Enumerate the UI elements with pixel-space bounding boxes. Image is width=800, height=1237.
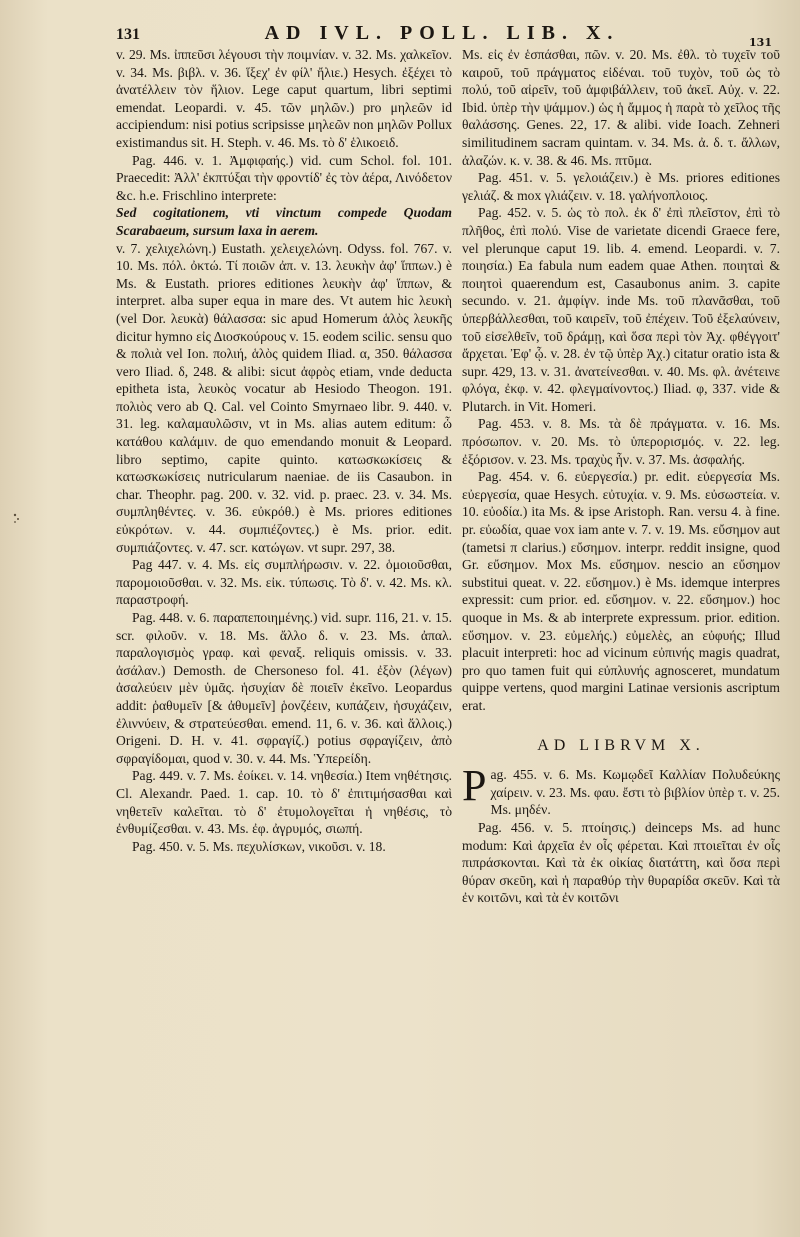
left-paragraph: Pag. 448. v. 6. παραπεποιημένης.) vid. supr. 116, 21. v. 15. scr. φιλοῦν. v. 18. Ms. ἄλλο δ. v. 23. Ms. ἀπαλ. παραλογισμὸς γραφ. καὶ φεναξ. reliquis omissis. v. 33. ἀσάλαν.) Demosth. de Chersoneso fol. 41. ἐξὸν (λέγων) ἀσαλεύειν μὲν ὑμᾶς. ἡσυχίαν δὲ ποιεῖν ἐκεῖνο. Leopardus addit: ῥαθυμεῖν [& ἀθυμεῖν] ῥονζέειν, κυπάζειν, ἡσυχάζειν, ἐλιννύειν, & στρατεύεσθαι. emend. 11, 6. v. 36. καὶ ἄλλοις.) Origeni. D. H. v. 41. σφραγίζ.) potius σφραγίζειν, ἀπὸ σφραγίδομαι, quod v. 30. v. 44. Ms. Ὑπερείδη. [116,610,452,766]
left-paragraph: Pag. 446. v. 1. Ἀμφιφαής.) vid. cum Schol. fol. 101. Praecedit: Ἀλλ' ἐκπτύξαι τὴν φροντίδ' ἐς τὸν ἀέρα, Λινόδετον &c. h.e. Frischlino interprete: [116,152,452,203]
right-column [462,46,780,907]
right-paragraph [462,761,780,819]
right-paragraph: Pag. 452. v. 5. ὡς τὸ πολ. ἐκ δ' ἐπὶ πλεῖστον, ἐπὶ τὸ πλῆθος, ἐπὶ πολύ. Vise de varietate dicendi Graece fere, vel plerunque caput 19. lib. 4. emend. Leopardi. v. 7. ποιησία.) Ea fabula num eadem quae Athen. ποιηταὶ & ποιητοὶ quaerendum est, Casaubonus anim. 3. capite secundo. v. 21. ἀμφίγν. inde Ms. τοῦ πλανᾶσθαι, τοῦ ὑπερβάλλεσθαι, τοῦ καιρεῖν, τοῦ ἐπέχειν. Τοῦ ἐξελαύνειν, τοῦ εἰσελθεῖν, τοῦ δράμῃ, καὶ ὅσα περὶ τὸν Ἀχ. φθέγγοιτ' ἄρχεται. Ἐφ' ᾧ. v. 28. ἐν τῷ ὑπὲρ Ἀχ.) citatur oratio ista & supr. 429, 13. v. 31. ἀνατείνεσθαι. v. 40. Ms. φλ. ἀνέτεινε φλόγα, ἐκφ. v. 42. φλεγμαίνοντος.) Iliad. φ, 337. vide & Plutarch. in Vit. Homeri. [462,205,780,414]
verse-quotation: Sed cogitationem, vti vinctum compede Quodam Scarabaeum, sursum laxa in aerem. [116,205,452,238]
running-title: AD IVL. POLL. LIB. X. [264,22,620,44]
left-paragraph: Pag 447. v. 4. Ms. εἰς συμπλήρωσιν. v. 22. ὁμοιοῦσθαι, παρομοιοῦσθαι. v. 32. Ms. εἰκ. τύπωσις. Τὸ δ'. v. 42. Ms. κλ. παραστροφή. [116,557,452,608]
right-paragraph: Pag. 456. v. 5. πτοίησις.) deinceps Ms. ad hunc modum: Καὶ ἀρχεῖα ἐν οἷς φέρεται. Καὶ πτοιεῖται ἐν οἷς πιπράσκονται. Καὶ τὰ ἐκ οἰκίας διατάττη, καὶ ὅσα περὶ θύραν σκεῦη, καὶ ἡ παραθύρ τὴν θυραρίδα σκεῦν. Καὶ τὰ ἐν κοιτῶνι, καὶ τὰ ἐν κοιτῶνι [462,819,780,906]
right-paragraph: Pag. 454. v. 6. εὐεργεσία.) pr. edit. εὐεργεσία Ms. εὐεργεσία, quae Hesych. εὐτυχία. v. 9. Ms. εὐσωστεία. v. 10. εὐοδία.) ita Ms. & ipse Aristoph. Ran. versu 4. à fine. pr. εὐωδία, quae vox iam ante v. 7. v. 19. Ms. εὔσημον aut (tametsi π clarius.) εὔσημον. interpr. reddit insigne, quod Gr. εὔσημον. Mox Ms. εὔσημον. nescio an εὔσημον substitui queat. v. 22. εὔσημον.) è Ms. idemque interpres expressit: cum prior. ed. εὔσημον. v. 22. εὔσημον.) hoc quoque in Ms. & ab interprete expressum. prior. edition. εὔσημον. v. 23. εὐμελής.) εὐμελὲς, an εὐφυής; Illud placuit interpreti: hoc ad vicinum εὐπινής magis quadrat, pro quo tamen fuit qui εὐπλυνής agnosceret, mundatum quippe vertens, quod margini Latinae versionis ascriptum erat. [462,469,780,713]
right-paragraph: Ms. εἰς ἐν ἑσπάσθαι, πῶν. v. 20. Ms. ἐθλ. τὸ τυχεῖν τοῦ καιροῦ, τοῦ πράγματος εἰδέναι. τοῦ τυχὸν, τοῦ ὡς τὸ πολύ, τοῦ αἰρεῖν, τοῦ ἀμφιβάλλειν, τοῦ ἀκεῖ. Αὐχ. v. 22. Ibid. ὑπὲρ τὴν ψάμμον.) ὡς ἡ ἄμμος ἡ παρὰ τὸ χεῖλος τῆς θαλάσσης. Genes. 22, 17. & alibi. vide Ioach. Zehneri similitudinem sacram quintam. v. 34. Ms. ἀ. δ. τ. ἄλλων, ἀλαζών. κ. v. 38. & 46. Ms. πτῦμα. [462,47,780,168]
left-paragraph: v. 7. χελιχελώνη.) Eustath. χελειχελώνη. Odyss. fol. 767. v. 10. Ms. πόλ. ὀκτώ. Τί ποιῶν ἀπ. v. 13. λευκὴν ἀφ' ἵππων.) è Ms. & Eustath. priores editiones λευκὴν ἀφ' ἵππων, & interpret. alba super equa in mare des. Vt autem hic λευκὴ (vel Dor. λευκὰ) θάλασσα: sic apud Homerum ἁλὸς λευκῆς dicitur hymno εἰς Διοσκούρους v. 15. eodem scilic. sensu quo & πολιὰ vel Ion. πολιή, ἁλὸς quidem Iliad. α, 350. θάλασσα vero Iliad. δ, 248. & alibi: sicut ἀφρὸς etiam, vnde deducta epitheta ista, λευκὸς vocatur ab Hesiodo Theogon. 191. πολιὸς vero ab Q. Cal. vel Cointo Smyrnaeo libr. 9. 440. v. 31. leg. καλαμαυλῶσιν, vt in Ms. alias autem editum: ὦ κατάθου καλάμιν. de quo emendando monuit & Leopard. libro septimo, capite quinto. κατωσκωκίσεις & κατωσκωκίσεις nutricularum naeniae. de iis Casaubon. in char. Theophr. pag. 200. v. 32. vid. p. praec. 23. v. 34. Ms. συμπληθέντες. v. 36. εὐκρόθ.) è Ms. priores editiones εὐκρότων. v. 44. συμπιέζοντες.) è Ms. prior. edit. συμπιάζοντες. v. 47. scr. κατώγων. vt supr. 297, 38. [116,240,452,555]
page-header [116,22,764,48]
drop-cap: P [462,761,487,811]
right-paragraph: Pag. 453. v. 8. Ms. τὰ δὲ πράγματα. v. 16. Ms. πρόσωπον. v. 20. Ms. τὸ ὑπερορισμός. v. 22. leg. ἐξόρισον. v. 23. Ms. τραχὺς ἦν. v. 37. Ms. ἀσφαλής. [462,416,780,467]
left-paragraph: v. 29. Ms. ἰππεῦσι λέγουσι τὴν ποιμνίαν. v. 32. Ms. χαλκεῖον. v. 34. Ms. βιβλ. v. 36. ἵξεχ' ἐν φίλ' ἤλιε.) Hesych. ἐξέχει τὸ ἀνατέλλειν τὸν ἥλιον. Lege caput quartum, libri septimi emendat. Leopardi. v. 45. τῶν μηλῶν.) pro μηλεῶν id accipiendum: nisi potius scripsisse μηλεῶν non μηλῶν Pollux existimandus sit. H. Steph. v. 46. Ms. τὸ δ' ἑλικοειδ. [116,47,452,150]
page-number-right: 131 [749,36,772,49]
dropcap-paragraph-text: ag. 455. v. 6. Ms. Κωμῳδεῖ Καλλίαν Πολυδεύκης χαίρειν. v. 23. Ms. φαυ. ἔστι τὸ βιβλίον ὑπὲρ τ. v. 25. Ms. μηδέν. [490,767,780,818]
left-paragraph: Pag. 449. v. 7. Ms. ἐοίκει. v. 14. νηθεσία.) Item νηθέτησις. Cl. Alexandr. Paed. 1. cap. 10. τὸ δ' ἐπιτιμήσασθαι καὶ νηθετεῖν καλεῖται. τὸ δ' ἐτυμολογεῖται ἡ νηθέσις, τὸ ἐνθυμίζεσθαι. v. 43. Ms. ἐφ. ἀγρυμός, σιωπή. [116,768,452,837]
section-heading: AD LIBRVM X. [537,736,705,754]
margin-mark-icon [12,512,22,524]
right-paragraph: Pag. 451. v. 5. γελοιάζειν.) è Ms. priores editiones γελιάζ. & mox γλιάζειν. v. 18. γαλήνοπλοιος. [462,170,780,203]
left-column [116,46,452,855]
left-paragraph: Pag. 450. v. 5. Ms. πεχυλίσκων, νικοῦσι. v. 18. [132,838,386,854]
page-number: 131 [116,26,140,43]
